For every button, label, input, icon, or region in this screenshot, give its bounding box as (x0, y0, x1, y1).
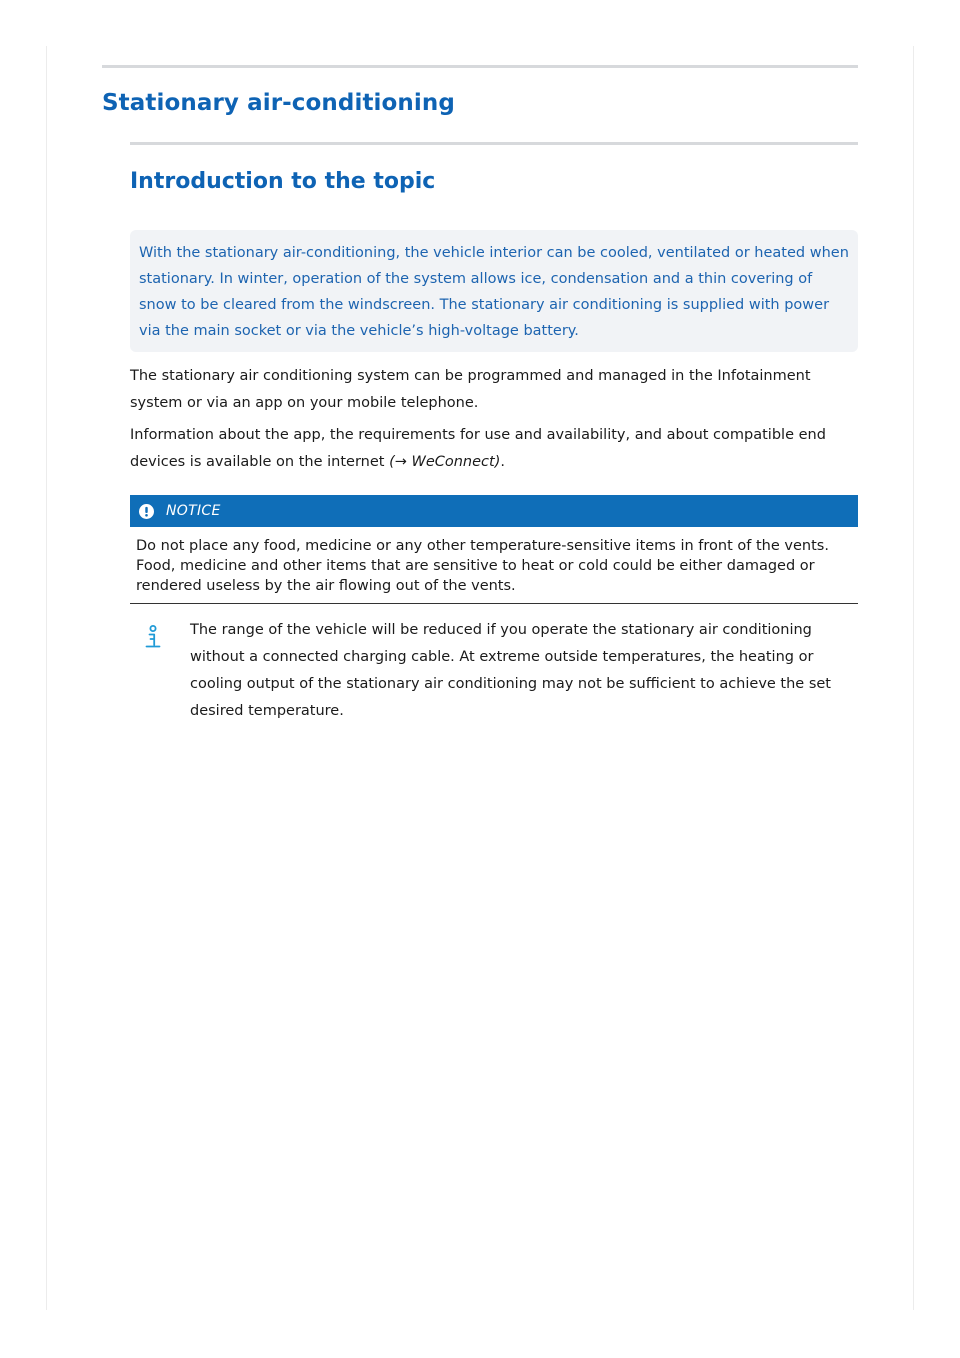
notice-text: Do not place any food, medicine or any other temperature-sensitive items in front of the vents. Food, medicine and other items that are sensitive to heat or cold could be either damaged or rendered useless by the air flowing out of the vents. (136, 538, 829, 594)
notice-label: NOTICE (166, 503, 221, 519)
section-title: Introduction to the topic (130, 169, 436, 194)
notice-header (130, 495, 858, 527)
page-border-left (46, 46, 47, 1310)
body-paragraph-2-text: Information about the app, the requirements for use and availability, and about compatible end devices is available on the internet (130, 427, 826, 470)
intro-text: With the stationary air-conditioning, the vehicle interior can be cooled, ventilated or heated when stationary. In winter, operation of the system allows ice, condensation and a thin covering of snow to be cleared from the windscreen. The stationary air conditioning is supplied with power via the main socket or via the vehicle’s high-voltage battery. (139, 245, 849, 339)
body-paragraph-2-end: . (500, 454, 505, 470)
page-border-right (913, 46, 914, 1310)
body-paragraph-2 (130, 422, 858, 476)
exclamation-circle-icon (139, 504, 154, 519)
chapter-title: Stationary air-conditioning (102, 90, 455, 116)
chapter-divider (102, 65, 858, 68)
info-person-icon (144, 625, 162, 649)
intro-box (130, 230, 858, 352)
body-paragraph-1: The stationary air conditioning system can be programmed and managed in the Infotainment system or via an app on your mobile telephone. (130, 368, 811, 411)
section-divider (130, 142, 858, 145)
weconnect-reference-link[interactable]: (→ WeConnect) (389, 454, 501, 470)
notice-bottom-rule (130, 603, 858, 604)
info-note-text: The range of the vehicle will be reduced if you operate the stationary air conditioning without a connected charging cable. At extreme outside temperatures, the heating or cooling output of the stationary air conditioning may not be sufficient to achieve the set desired temperature. (190, 622, 831, 719)
